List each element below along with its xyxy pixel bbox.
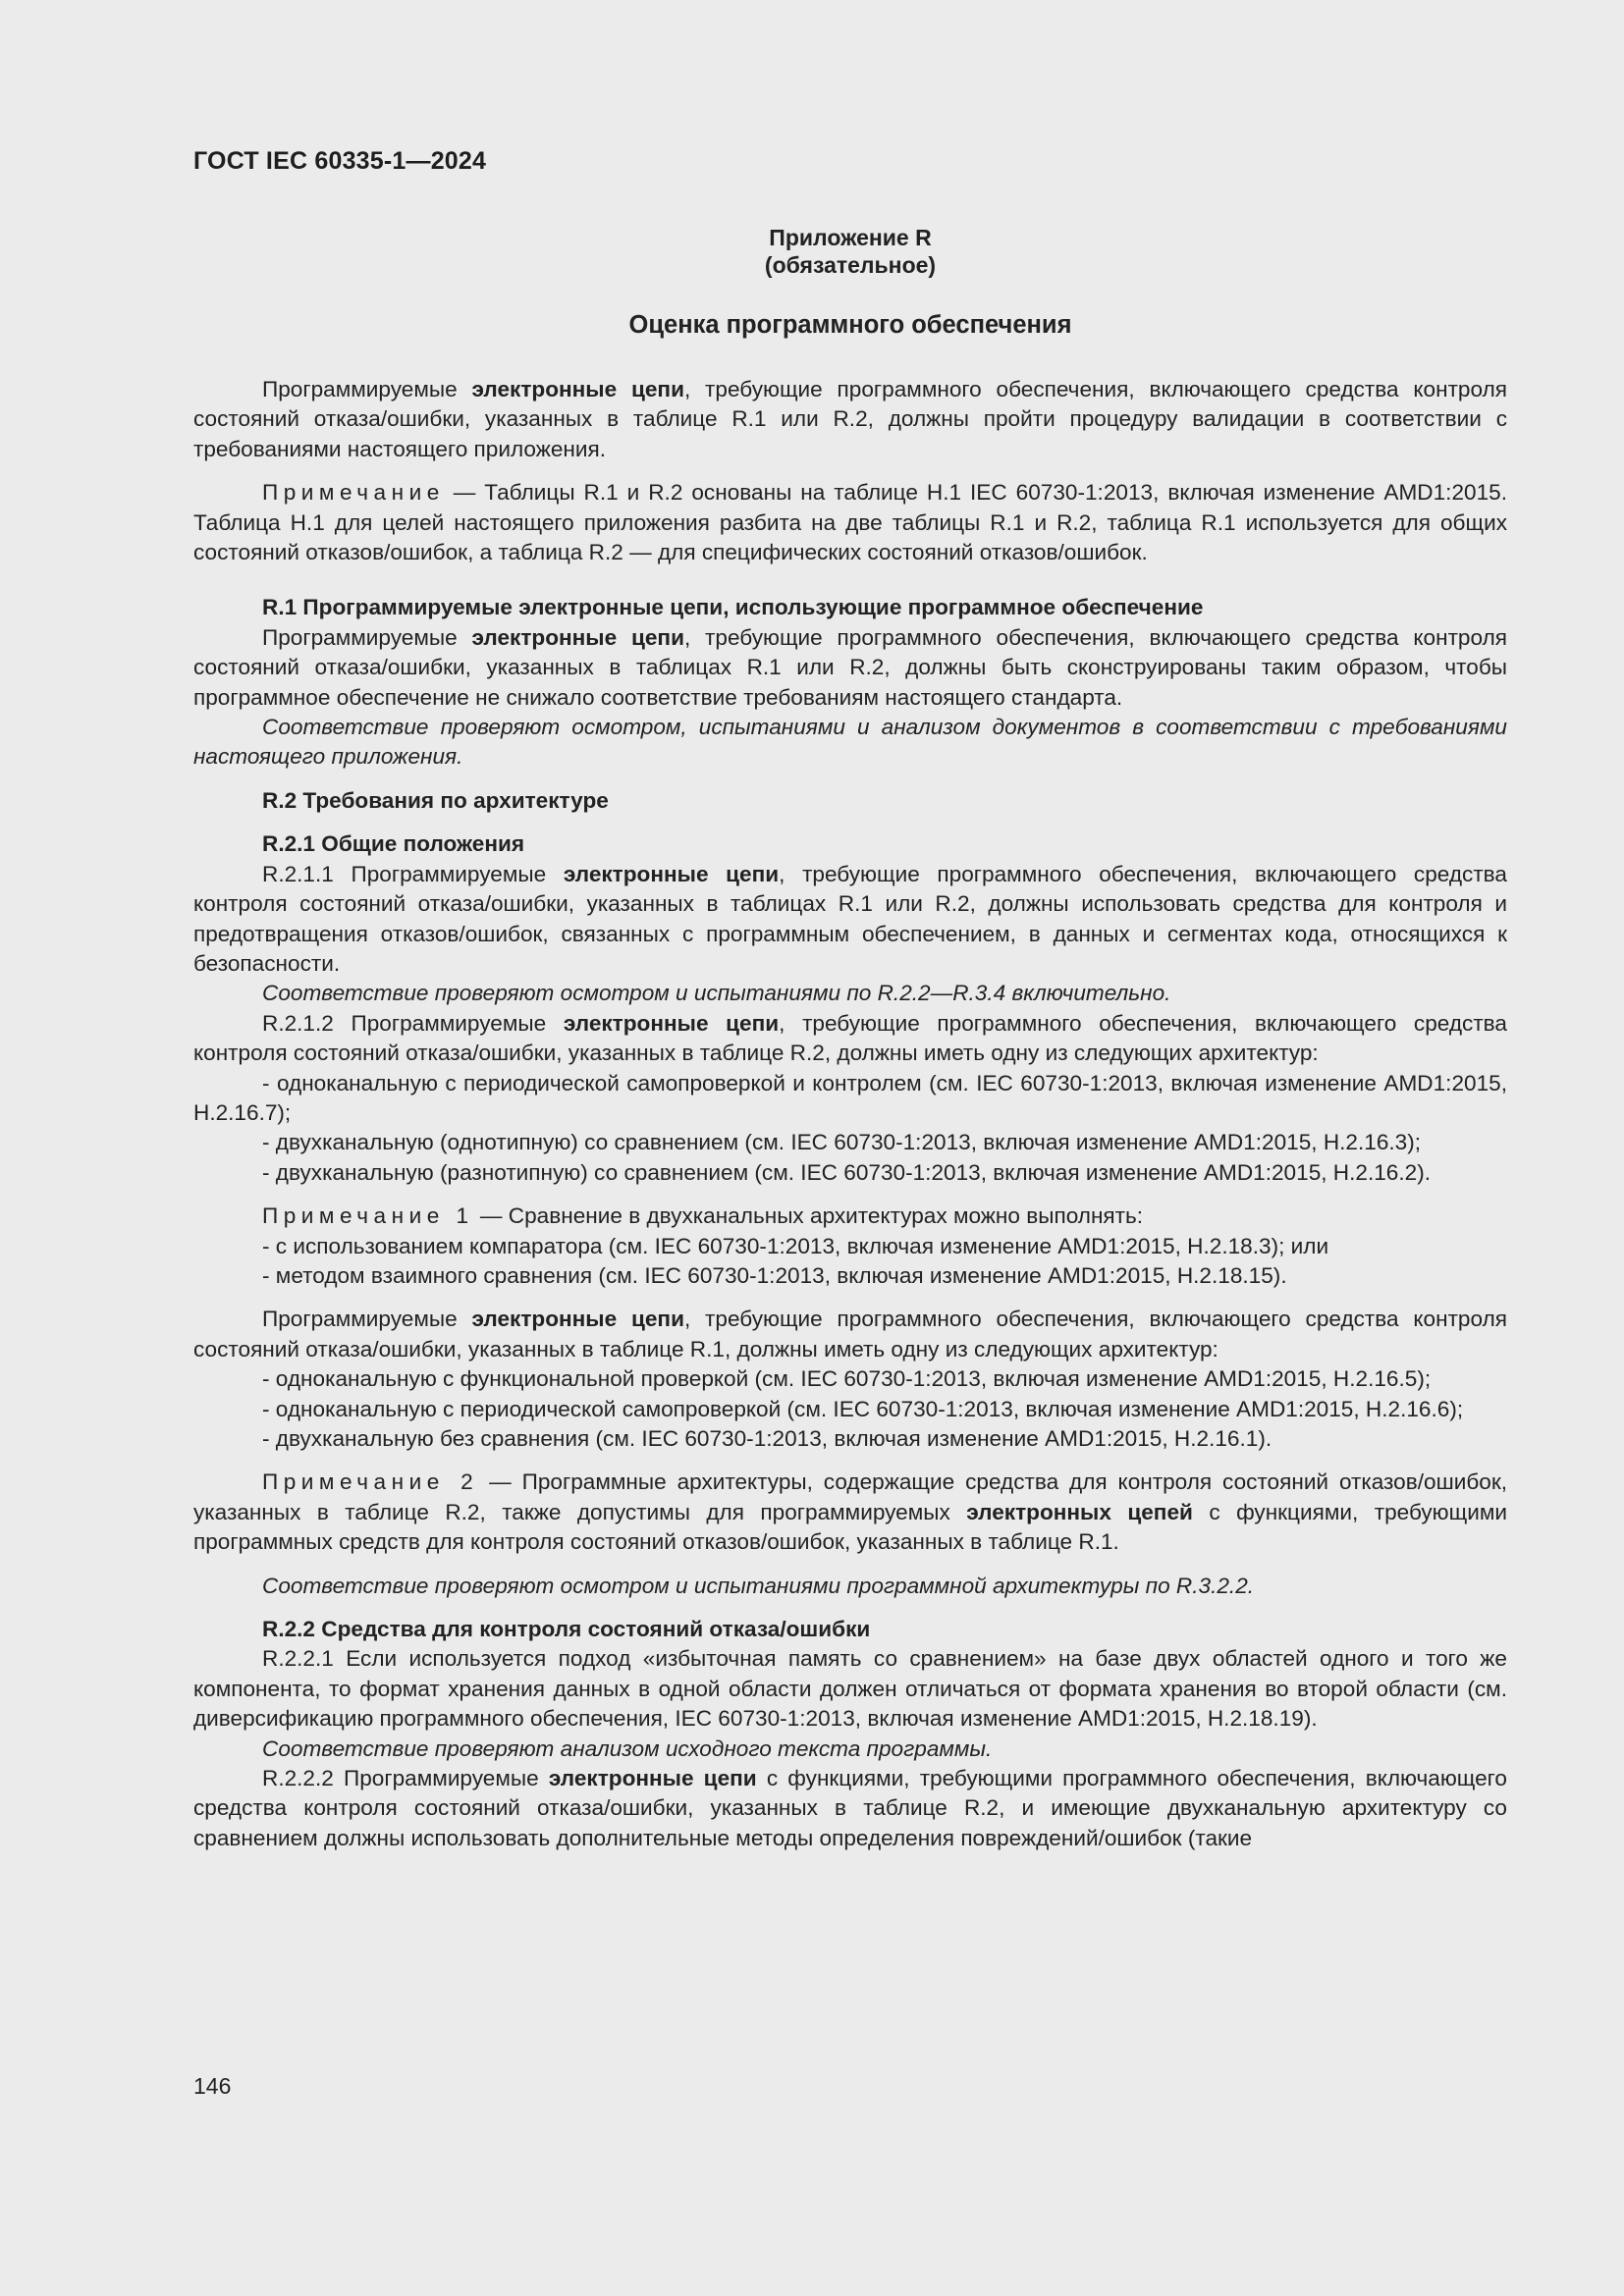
term: электронные цепи — [563, 861, 780, 886]
note-text: — Программные архитектуры, содержащие средства для контроля состояний отказов/ошибок, указанных в таблице R.2, также допустимы для программируемых — [193, 1469, 1507, 1524]
r21-compliance: Соответствие проверяют осмотром и испытаниями программной архитектуры по R.3.2.2. — [262, 1573, 1255, 1598]
text: R.2.2.2 Программируемые — [262, 1766, 549, 1791]
text: , требующие программного обеспечения, включающего средства контроля состояний отказа/ошибки, указанных в таблице R.1 или R.2, должны пройти процедуру валидации в соответствии с требованиями настоящего приложения. — [193, 377, 1507, 461]
list-item: - двухканальную (разнотипную) со сравнением (см. IEC 60730-1:2013, включая изменение AMD1:2015, H.2.16.2). — [262, 1159, 1432, 1185]
text: Программируемые — [262, 377, 472, 401]
text: Программируемые — [262, 624, 472, 650]
note-1-item: - методом взаимного сравнения (см. IEC 60730-1:2013, включая изменение AMD1:2015, H.2.18.15). — [262, 1262, 1287, 1288]
note-1 — [193, 1201, 1507, 1231]
note-text: — Таблицы R.1 и R.2 основаны на таблице H.1 IEC 60730-1:2013, включая изменение AMD1:2015. Таблица H.1 для целей настоящего приложения разбита на две таблицы R.1 и R.2, таблица R.1 используется для общих состояний отказов/ошибок, а таблица R.2 — для специфических состояний отказов/ошибок. — [193, 480, 1507, 565]
r211-paragraph — [193, 860, 1507, 980]
r1-paragraph — [193, 623, 1507, 713]
section-heading-r22: R.2.2 Средства для контроля состояний отказа/ошибки — [262, 1617, 871, 1642]
list-item: - двухканальную (однотипную) со сравнением (см. IEC 60730-1:2013, включая изменение AMD1:2015, H.2.16.3); — [262, 1130, 1422, 1155]
note-label: Примечание 1 — [262, 1203, 474, 1229]
note-text: — Сравнение в двухканальных архитектурах можно выполнять: — [473, 1203, 1144, 1229]
text: , требующие программного обеспечения, включающего средства контроля состояний отказа/ошибки, указанных в таблице R.1, должны иметь одну из следующих архитектур: — [193, 1307, 1507, 1362]
term: электронные цепи — [563, 1010, 780, 1036]
r212-paragraph-2 — [193, 1305, 1507, 1364]
r211-compliance: Соответствие проверяют осмотром и испытаниями по R.2.2—R.3.4 включительно. — [262, 981, 1171, 1006]
annex-title: Приложение R — [769, 225, 932, 250]
page-number: 146 — [193, 2073, 232, 2099]
text: , требующие программного обеспечения, включающего средства контроля состояний отказа/ошибки, указанных в таблицах R.1 или R.2, должны быть сконструированы таким образом, чтобы программное обеспечение не снижало соответствие требованиям настоящего стандарта. — [193, 624, 1507, 710]
intro-note — [193, 478, 1507, 567]
r212-paragraph — [193, 1009, 1507, 1069]
text: , требующие программного обеспечения, включающего средства контроля состояний отказа/ошибки, указанных в таблице R.2, должны иметь одну из следующих архитектур: — [193, 1010, 1507, 1066]
r221-paragraph: R.2.2.1 Если используется подход «избыточная память со сравнением» на базе двух областей одного и того же компонента, то формат хранения данных в одной области должен отличаться от формата хранения во второй области (см. диверсификацию программного обеспечения, IEC 60730-1:2013, включая изменение AMD1:2015, H.2.18.19). — [193, 1646, 1507, 1732]
note-2 — [193, 1468, 1507, 1557]
text: R.2.1.1 Программируемые — [262, 861, 564, 886]
r221-compliance: Соответствие проверяют анализом исходного текста программы. — [262, 1735, 993, 1761]
annex-name: Оценка программного обеспечения — [628, 311, 1072, 339]
term: электронные цепи — [548, 1766, 757, 1791]
list-item: - одноканальную с периодической самопроверкой (см. IEC 60730-1:2013, включая изменение AMD1:2015, H.2.16.6); — [262, 1396, 1464, 1421]
standard-code: ГОСТ IEC 60335-1—2024 — [193, 147, 487, 175]
term: электронных цепей — [966, 1499, 1193, 1524]
list-item: - одноканальную с функциональной проверкой (см. IEC 60730-1:2013, включая изменение AMD1:2015, H.2.16.5); — [262, 1366, 1432, 1392]
note-label: Примечание 2 — [262, 1469, 479, 1495]
list-item: - одноканальную с периодической самопроверкой и контролем (см. IEC 60730-1:2013, включая изменение AMD1:2015, H.2.16.7); — [193, 1070, 1507, 1125]
term: электронные цепи — [471, 624, 684, 650]
note-1-item: - с использованием компаратора (см. IEC 60730-1:2013, включая изменение AMD1:2015, H.2.18.3); или — [262, 1233, 1329, 1258]
text: Программируемые — [262, 1307, 472, 1332]
page-content — [193, 224, 1507, 1853]
r222-paragraph — [193, 1764, 1507, 1853]
note-text: с функциями, требующими программных средств для контроля состояний отказов/ошибок, указанных в таблице R.1. — [193, 1499, 1507, 1555]
term: электронные цепи — [471, 1307, 684, 1332]
text: с функциями, требующими программного обеспечения, включающего средства контроля состояний отказа/ошибки, указанных в таблице R.2, и имеющие двухканальную архитектуру со сравнением должны использовать дополнительные методы определения повреждений/ошибок (такие — [193, 1766, 1507, 1850]
r1-compliance: Соответствие проверяют осмотром, испытаниями и анализом документов в соответствии с требованиями настоящего приложения. — [193, 715, 1507, 770]
text: R.2.1.2 Программируемые — [262, 1010, 564, 1036]
section-heading-r2: R.2 Требования по архитектуре — [262, 787, 609, 813]
section-heading-r1: R.1 Программируемые электронные цепи, использующие программное обеспечение — [262, 595, 1204, 620]
note-label: Примечание — [262, 480, 445, 506]
intro-paragraph — [193, 375, 1507, 464]
term: электронные цепи — [471, 377, 684, 401]
list-item: - двухканальную без сравнения (см. IEC 60730-1:2013, включая изменение AMD1:2015, H.2.16.1). — [262, 1426, 1272, 1451]
text: , требующие программного обеспечения, включающего средства контроля состояний отказа/ошибки, указанных в таблицах R.1 или R.2, должны использовать средства для контроля и предотвращения отказов/ошибок, связанных с программным обеспечением, в данных и сегментах кода, относящихся к безопасности. — [193, 861, 1507, 976]
section-heading-r21: R.2.1 Общие положения — [262, 831, 525, 857]
annex-status: (обязательное) — [764, 252, 937, 278]
